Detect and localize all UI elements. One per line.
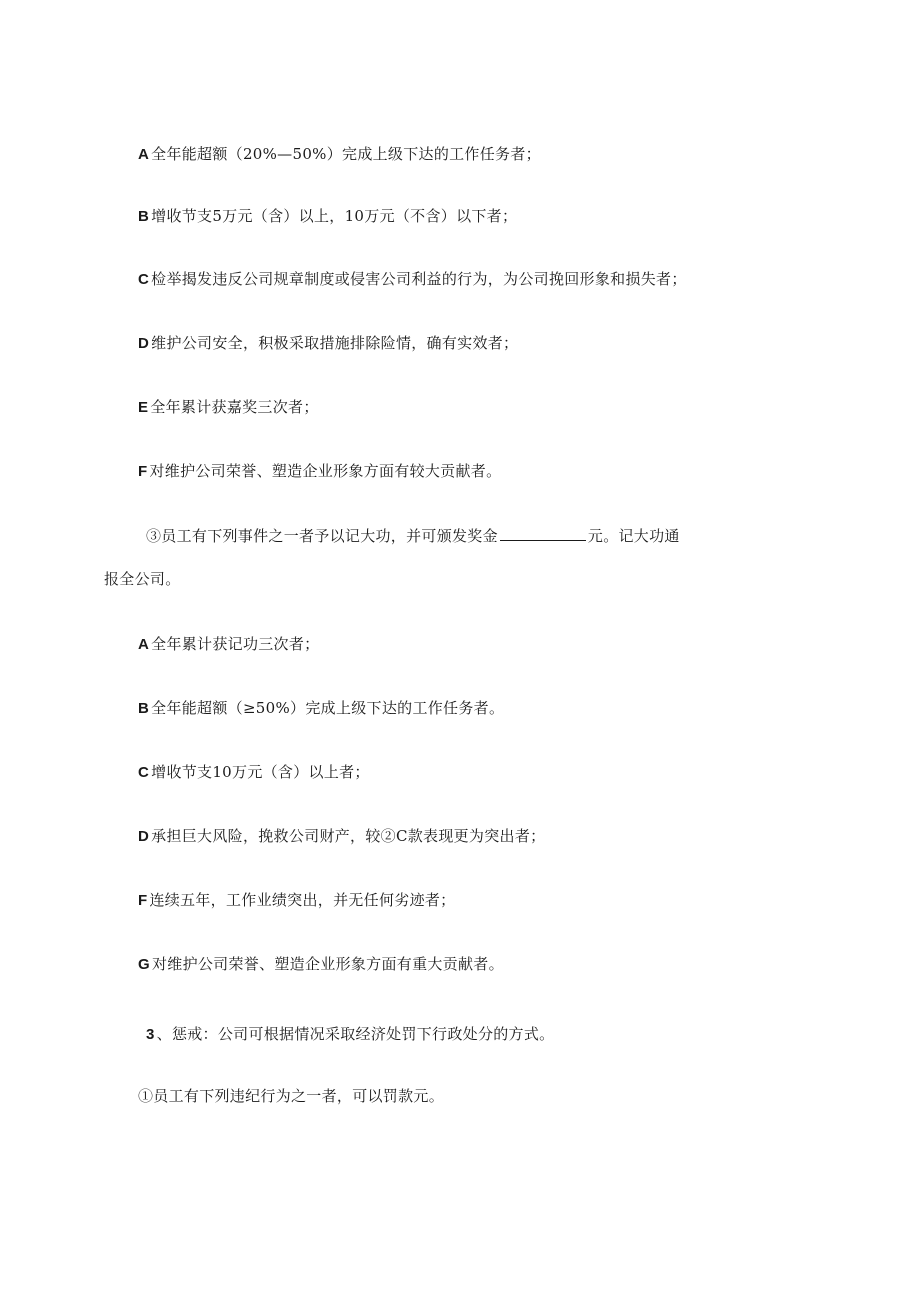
- award-item-d: [138, 333, 518, 354]
- bonus-amount-blank: [500, 526, 586, 541]
- fine-text: ①员工有下列违纪行为之一者，可以罚款元。: [138, 1087, 445, 1105]
- item-letter: E: [138, 399, 149, 416]
- item-letter: B: [138, 700, 150, 717]
- merit-item-d: [138, 826, 545, 847]
- item-text: 全年累计获嘉奖三次者；: [150, 398, 319, 416]
- section-number: 3: [146, 1026, 155, 1043]
- item-letter: F: [138, 892, 148, 909]
- item-letter: F: [138, 463, 148, 480]
- item-letter: C: [138, 271, 150, 288]
- fine-paragraph: [138, 1086, 444, 1106]
- item-letter: A: [138, 636, 150, 653]
- item-text: 全年能超额（≥50%）完成上级下达的工作任务者。: [151, 699, 505, 717]
- merit-text-1: ③员工有下列事件之一者予以记大功，并可颁发奖金: [146, 527, 498, 545]
- item-text: 全年累计获记功三次者；: [151, 635, 320, 653]
- merit-item-a: [138, 634, 319, 655]
- merit-text-2: 元。记大功通: [587, 527, 680, 545]
- item-letter: D: [138, 335, 150, 352]
- merit-paragraph-line-2: [104, 569, 181, 589]
- merit-item-f: [138, 890, 455, 911]
- item-text: 对维护公司荣誉、塑造企业形象方面有重大贡献者。: [151, 955, 504, 973]
- item-letter: A: [138, 146, 150, 163]
- item-text: 维护公司安全，积极采取措施排除险情，确有实效者；: [151, 334, 519, 352]
- item-text: 承担巨大风险，挽救公司财产，较②C款表现更为突出者；: [151, 827, 546, 845]
- item-letter: B: [138, 208, 150, 225]
- merit-paragraph-line-1: [146, 526, 680, 546]
- merit-item-b: [138, 698, 504, 719]
- item-text: 对维护公司荣誉、塑造企业形象方面有较大贡献者。: [149, 462, 502, 480]
- award-item-a: [138, 144, 541, 165]
- merit-item-c: [138, 762, 370, 783]
- discipline-heading: [146, 1024, 554, 1045]
- item-letter: D: [138, 828, 150, 845]
- merit-item-g: [138, 954, 504, 975]
- item-text: 增收节支5万元（含）以上，10万元（不含）以下者；: [151, 207, 518, 225]
- award-item-b: [138, 206, 517, 227]
- item-letter: C: [138, 764, 150, 781]
- award-item-c: [138, 269, 687, 290]
- discipline-text: 、惩戒：公司可根据情况采取经济处罚下行政处分的方式。: [156, 1025, 555, 1043]
- item-text: 连续五年，工作业绩突出，并无任何劣迹者；: [149, 891, 456, 909]
- item-letter: G: [138, 956, 150, 973]
- award-item-e: [138, 397, 319, 418]
- item-text: 全年能超额（20%—50%）完成上级下达的工作任务者；: [151, 145, 541, 163]
- item-text: 检举揭发违反公司规章制度或侵害公司利益的行为，为公司挽回形象和损失者；: [151, 270, 687, 288]
- item-text: 增收节支10万元（含）以上者；: [151, 763, 370, 781]
- award-item-f: [138, 461, 501, 482]
- merit-text-3: 报全公司。: [104, 570, 181, 588]
